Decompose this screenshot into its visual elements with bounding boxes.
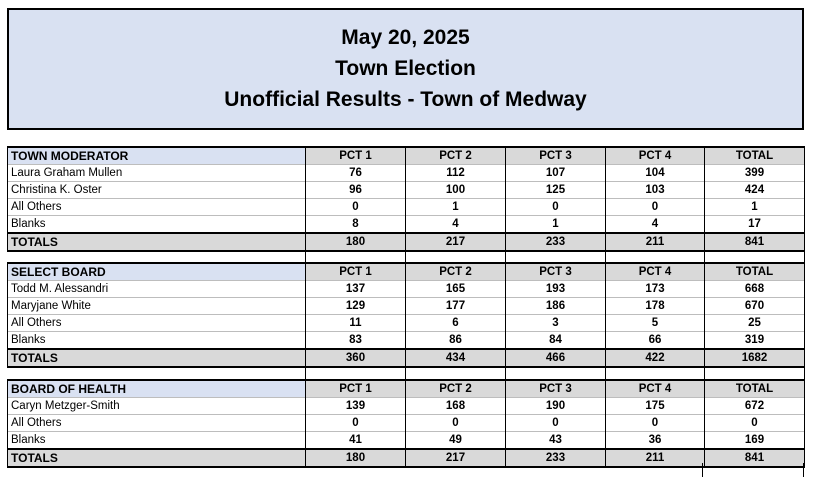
column-header: PCT 2	[406, 263, 506, 281]
totals-row	[8, 449, 805, 467]
vote-count: 76	[306, 165, 406, 182]
vote-total: 670	[705, 298, 805, 315]
section-title: SELECT BOARD	[8, 263, 306, 281]
vote-total: 399	[705, 165, 805, 182]
table-row	[8, 165, 805, 182]
vote-count: 36	[606, 432, 705, 450]
vote-count: 193	[506, 281, 606, 298]
vote-count: 84	[506, 332, 606, 350]
candidate-name: Blanks	[8, 216, 306, 234]
table-row	[8, 182, 805, 199]
section-header-row	[8, 380, 805, 398]
vote-count: 4	[606, 216, 705, 234]
table-row	[8, 398, 805, 415]
vote-count: 100	[406, 182, 506, 199]
total-count: 211	[606, 449, 705, 467]
vote-count: 5	[606, 315, 705, 332]
vote-count: 4	[406, 216, 506, 234]
vote-count: 0	[506, 415, 606, 432]
column-header: PCT 3	[506, 263, 606, 281]
report-title: Town Election	[335, 57, 476, 80]
candidate-name: All Others	[8, 315, 306, 332]
column-header: PCT 2	[406, 380, 506, 398]
vote-count: 173	[606, 281, 705, 298]
vote-count: 129	[306, 298, 406, 315]
candidate-name: All Others	[8, 415, 306, 432]
column-header: PCT 4	[606, 147, 705, 165]
table-edge	[702, 463, 804, 477]
vote-total: 319	[705, 332, 805, 350]
totals-row	[8, 233, 805, 251]
section-town-moderator	[7, 146, 805, 267]
totals-label: TOTALS	[8, 349, 306, 367]
table-row	[8, 298, 805, 315]
candidate-name: All Others	[8, 199, 306, 216]
vote-count: 0	[506, 199, 606, 216]
total-count: 180	[306, 233, 406, 251]
total-count: 211	[606, 233, 705, 251]
vote-count: 0	[306, 199, 406, 216]
total-count: 217	[406, 233, 506, 251]
grand-total: 841	[705, 449, 805, 467]
vote-count: 0	[606, 199, 705, 216]
section-select-board	[7, 262, 805, 383]
vote-count: 0	[406, 415, 506, 432]
vote-count: 8	[306, 216, 406, 234]
vote-count: 137	[306, 281, 406, 298]
vote-count: 86	[406, 332, 506, 350]
column-header: PCT 2	[406, 147, 506, 165]
vote-count: 43	[506, 432, 606, 450]
candidate-name: Laura Graham Mullen	[8, 165, 306, 182]
report-subtitle: Unofficial Results - Town of Medway	[224, 88, 587, 111]
vote-count: 168	[406, 398, 506, 415]
vote-count: 1	[506, 216, 606, 234]
candidate-name: Christina K. Oster	[8, 182, 306, 199]
vote-count: 0	[606, 415, 705, 432]
grand-total: 1682	[705, 349, 805, 367]
column-header: PCT 4	[606, 380, 705, 398]
section-title: BOARD OF HEALTH	[8, 380, 306, 398]
table-row	[8, 216, 805, 234]
candidate-name: Caryn Metzger-Smith	[8, 398, 306, 415]
vote-count: 186	[506, 298, 606, 315]
column-header: TOTAL	[705, 147, 805, 165]
section-board-of-health	[7, 379, 805, 468]
vote-count: 66	[606, 332, 705, 350]
column-header: TOTAL	[705, 380, 805, 398]
table-row	[8, 432, 805, 450]
column-header: PCT 3	[506, 380, 606, 398]
vote-count: 190	[506, 398, 606, 415]
total-count: 217	[406, 449, 506, 467]
vote-count: 83	[306, 332, 406, 350]
vote-count: 175	[606, 398, 705, 415]
total-count: 434	[406, 349, 506, 367]
table-row	[8, 199, 805, 216]
vote-total: 169	[705, 432, 805, 450]
vote-count: 6	[406, 315, 506, 332]
vote-total: 25	[705, 315, 805, 332]
vote-total: 424	[705, 182, 805, 199]
column-header: PCT 1	[306, 147, 406, 165]
column-header: PCT 3	[506, 147, 606, 165]
column-header: PCT 1	[306, 380, 406, 398]
column-header: PCT 4	[606, 263, 705, 281]
vote-total: 17	[705, 216, 805, 234]
section-title: TOWN MODERATOR	[8, 147, 306, 165]
vote-count: 104	[606, 165, 705, 182]
total-count: 422	[606, 349, 705, 367]
candidate-name: Todd M. Alessandri	[8, 281, 306, 298]
section-header-row	[8, 263, 805, 281]
vote-total: 0	[705, 415, 805, 432]
total-count: 360	[306, 349, 406, 367]
report-date: May 20, 2025	[341, 26, 470, 49]
section-header-row	[8, 147, 805, 165]
grand-total: 841	[705, 233, 805, 251]
totals-row	[8, 349, 805, 367]
vote-count: 178	[606, 298, 705, 315]
vote-count: 96	[306, 182, 406, 199]
vote-total: 668	[705, 281, 805, 298]
table-row	[8, 281, 805, 298]
candidate-name: Maryjane White	[8, 298, 306, 315]
vote-count: 125	[506, 182, 606, 199]
vote-count: 165	[406, 281, 506, 298]
table-row	[8, 332, 805, 350]
vote-count: 177	[406, 298, 506, 315]
total-count: 466	[506, 349, 606, 367]
vote-total: 672	[705, 398, 805, 415]
vote-count: 139	[306, 398, 406, 415]
vote-count: 0	[306, 415, 406, 432]
candidate-name: Blanks	[8, 332, 306, 350]
vote-count: 41	[306, 432, 406, 450]
vote-count: 11	[306, 315, 406, 332]
vote-count: 1	[406, 199, 506, 216]
table-row	[8, 415, 805, 432]
totals-label: TOTALS	[8, 449, 306, 467]
vote-count: 49	[406, 432, 506, 450]
table-row	[8, 315, 805, 332]
vote-count: 3	[506, 315, 606, 332]
totals-label: TOTALS	[8, 233, 306, 251]
vote-total: 1	[705, 199, 805, 216]
vote-count: 103	[606, 182, 705, 199]
total-count: 233	[506, 449, 606, 467]
column-header: PCT 1	[306, 263, 406, 281]
vote-count: 107	[506, 165, 606, 182]
total-count: 233	[506, 233, 606, 251]
vote-count: 112	[406, 165, 506, 182]
total-count: 180	[306, 449, 406, 467]
column-header: TOTAL	[705, 263, 805, 281]
candidate-name: Blanks	[8, 432, 306, 450]
report-header	[7, 8, 804, 130]
